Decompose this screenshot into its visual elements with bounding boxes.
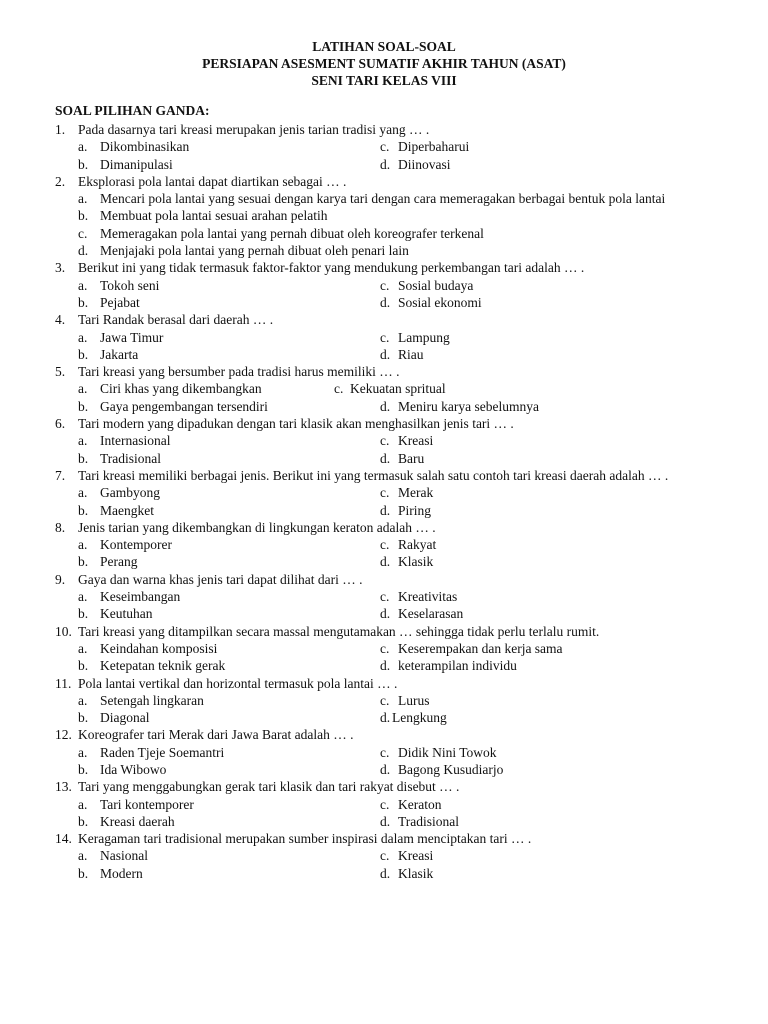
option-row xyxy=(0,744,768,761)
question-stem: Pada dasarnya tari kreasi merupakan jenis tarian tradisi yang … . xyxy=(78,122,430,137)
option-letter: b. xyxy=(78,761,89,777)
option-letter: b. xyxy=(78,450,89,466)
answer-option[interactable] xyxy=(380,432,433,449)
answer-option[interactable] xyxy=(380,277,473,294)
answer-option[interactable] xyxy=(78,761,166,778)
answer-option[interactable] xyxy=(380,138,469,155)
question-number: 1. xyxy=(55,122,66,137)
header-class: SENI TARI KELAS VIII xyxy=(311,73,457,88)
answer-option[interactable] xyxy=(78,156,173,173)
option-text: Klasik xyxy=(398,554,434,570)
option-text: Ida Wibowo xyxy=(100,761,167,777)
option-row xyxy=(0,484,768,501)
option-text: Setengah lingkaran xyxy=(100,692,204,708)
option-row xyxy=(0,692,768,709)
option-text: Lengkung xyxy=(392,710,447,726)
option-row xyxy=(0,398,768,415)
option-letter: c. xyxy=(380,277,390,293)
answer-option[interactable] xyxy=(380,657,517,674)
option-row xyxy=(0,536,768,553)
option-row xyxy=(0,277,768,294)
question-text xyxy=(0,311,713,328)
answer-option[interactable] xyxy=(380,709,447,726)
option-letter: a. xyxy=(78,848,88,864)
option-text: Jakarta xyxy=(100,346,139,362)
option-letter: b. xyxy=(78,710,89,726)
option-letter: d. xyxy=(380,606,391,622)
answer-option[interactable] xyxy=(78,605,152,622)
option-letter: b. xyxy=(78,294,89,310)
option-letter: a. xyxy=(78,692,88,708)
option-letter: a. xyxy=(78,329,88,345)
question-text xyxy=(0,415,713,432)
answer-option[interactable] xyxy=(78,380,262,397)
option-text: Keselarasan xyxy=(398,606,464,622)
question-item xyxy=(0,519,768,571)
option-row xyxy=(0,432,768,449)
answer-option[interactable] xyxy=(380,744,497,761)
option-text: Dimanipulasi xyxy=(100,156,173,172)
option-text: Internasional xyxy=(100,433,171,449)
option-letter: b. xyxy=(78,208,89,224)
option-text: Piring xyxy=(398,502,432,518)
answer-option[interactable] xyxy=(0,190,713,207)
answer-option[interactable] xyxy=(78,796,194,813)
option-letter: d. xyxy=(380,294,391,310)
option-text: Sosial budaya xyxy=(398,277,474,293)
option-row xyxy=(0,813,768,830)
option-letter: c. xyxy=(380,848,390,864)
question-item xyxy=(0,415,768,467)
option-text: Modern xyxy=(100,865,143,881)
option-letter: a. xyxy=(78,640,88,656)
question-number: 10. xyxy=(55,623,72,639)
answer-option[interactable] xyxy=(0,225,713,242)
answer-option[interactable] xyxy=(380,588,457,605)
option-letter: c. xyxy=(380,537,390,553)
option-letter: c. xyxy=(380,485,390,501)
question-stem: Tari kreasi yang bersumber pada tradisi harus memiliki … . xyxy=(78,364,400,380)
option-letter: a. xyxy=(78,589,88,605)
option-row xyxy=(0,657,768,674)
option-text: Nasional xyxy=(100,848,148,864)
answer-option[interactable] xyxy=(78,588,180,605)
option-letter: c. xyxy=(380,796,390,812)
option-text: Jawa Timur xyxy=(100,329,164,345)
option-text: Diinovasi xyxy=(398,156,451,172)
option-text: Ciri khas yang dikembangkan xyxy=(100,381,262,397)
question-number: 4. xyxy=(55,312,66,328)
answer-option[interactable] xyxy=(78,813,175,830)
option-text: Mencari pola lantai yang sesuai dengan karya tari dengan cara memeragakan berbagai bentuk pola lantai xyxy=(100,191,666,207)
question-stem: Pola lantai vertikal dan horizontal termasuk pola lantai … . xyxy=(78,675,398,691)
option-row xyxy=(0,156,768,173)
question-text xyxy=(0,259,713,276)
answer-option[interactable] xyxy=(380,294,482,311)
option-text: Lampung xyxy=(398,329,450,345)
option-letter: d. xyxy=(380,398,391,414)
question-text xyxy=(0,571,713,588)
option-letter: b. xyxy=(78,156,89,172)
option-text: Merak xyxy=(398,485,434,501)
option-letter: c. xyxy=(380,744,390,760)
option-letter: b. xyxy=(78,554,89,570)
answer-option[interactable] xyxy=(78,502,154,519)
answer-option[interactable] xyxy=(78,138,189,155)
option-text: Lurus xyxy=(398,692,430,708)
answer-option[interactable] xyxy=(380,796,441,813)
answer-option[interactable] xyxy=(380,502,431,519)
option-row xyxy=(0,796,768,813)
section-title: SOAL PILIHAN GANDA: xyxy=(55,103,210,118)
question-number: 2. xyxy=(55,173,66,189)
option-letter: a. xyxy=(78,433,88,449)
option-letter: a. xyxy=(78,537,88,553)
option-letter: c. xyxy=(380,329,390,345)
option-text: Kekuatan spritual xyxy=(350,381,446,397)
option-letter: a. xyxy=(78,139,88,155)
option-text: Tokoh seni xyxy=(100,277,160,293)
option-text: Klasik xyxy=(398,865,434,881)
option-text: Kreasi xyxy=(398,433,434,449)
question-item xyxy=(0,571,768,623)
question-item xyxy=(0,778,768,830)
answer-option[interactable] xyxy=(78,692,204,709)
question-number: 9. xyxy=(55,571,66,587)
question-number: 5. xyxy=(55,364,66,380)
option-text: Perang xyxy=(100,554,138,570)
question-item xyxy=(0,623,768,675)
option-row xyxy=(0,553,768,570)
option-row xyxy=(0,588,768,605)
question-item xyxy=(0,675,768,727)
option-row xyxy=(0,329,768,346)
answer-option[interactable] xyxy=(380,553,433,570)
option-letter: b. xyxy=(78,502,89,518)
question-list xyxy=(0,121,768,882)
option-text: Kontemporer xyxy=(100,537,172,553)
question-number: 14. xyxy=(55,831,72,847)
question-stem: Tari Randak berasal dari daerah … . xyxy=(78,312,274,328)
option-letter: d. xyxy=(380,346,391,362)
answer-option[interactable] xyxy=(78,329,163,346)
option-text: Keindahan komposisi xyxy=(100,640,218,656)
option-text: Tradisional xyxy=(100,450,162,466)
question-text xyxy=(0,467,713,484)
answer-option[interactable] xyxy=(380,640,563,657)
question-number: 7. xyxy=(55,467,66,483)
answer-option[interactable] xyxy=(380,761,503,778)
question-stem: Eksplorasi pola lantai dapat diartikan sebagai … . xyxy=(78,173,347,189)
question-text xyxy=(0,830,713,847)
option-letter: d. xyxy=(380,761,391,777)
answer-option[interactable] xyxy=(78,294,140,311)
question-stem: Gaya dan warna khas jenis tari dapat dilihat dari … . xyxy=(78,571,363,587)
question-item xyxy=(0,173,768,259)
answer-option[interactable] xyxy=(78,346,138,363)
answer-option[interactable] xyxy=(380,847,433,864)
option-text: Diagonal xyxy=(100,710,150,726)
answer-option[interactable] xyxy=(380,536,436,553)
answer-option[interactable] xyxy=(78,553,138,570)
option-letter: a. xyxy=(78,796,88,812)
question-text xyxy=(0,121,713,138)
option-row xyxy=(0,640,768,657)
answer-option[interactable] xyxy=(0,207,713,224)
option-text: Tari kontemporer xyxy=(100,796,194,812)
option-letter: a. xyxy=(78,191,88,207)
header-subtitle: PERSIAPAN ASESMENT SUMATIF AKHIR TAHUN (ASAT) xyxy=(202,56,566,71)
question-stem: Jenis tarian yang dikembangkan di lingkungan keraton adalah … . xyxy=(78,519,436,535)
question-text xyxy=(0,778,713,795)
document-header xyxy=(0,38,768,89)
option-letter: d. xyxy=(380,450,391,466)
option-row xyxy=(0,605,768,622)
option-text: Rakyat xyxy=(398,537,437,553)
option-letter: c. xyxy=(380,692,390,708)
question-number: 12. xyxy=(55,727,72,743)
answer-option[interactable] xyxy=(78,536,172,553)
question-item xyxy=(0,726,768,778)
question-number: 13. xyxy=(55,779,72,795)
answer-option[interactable] xyxy=(78,744,224,761)
answer-option[interactable] xyxy=(78,640,217,657)
option-text: Diperbaharui xyxy=(398,139,470,155)
answer-option[interactable] xyxy=(78,277,159,294)
question-stem: Tari kreasi memiliki berbagai jenis. Berikut ini yang termasuk salah satu contoh tari kreasi daerah adalah … . xyxy=(78,467,669,483)
option-text: Bagong Kusudiarjo xyxy=(398,761,504,777)
option-letter: d. xyxy=(380,554,391,570)
question-item xyxy=(0,259,768,311)
option-text: Raden Tjeje Soemantri xyxy=(100,744,225,760)
question-text xyxy=(0,363,713,380)
option-row xyxy=(0,294,768,311)
answer-option[interactable] xyxy=(78,484,160,501)
answer-option[interactable] xyxy=(78,657,225,674)
option-letter: d. xyxy=(380,813,391,829)
option-letter: d. xyxy=(380,502,391,518)
question-number: 11. xyxy=(55,675,72,691)
option-letter: b. xyxy=(78,813,89,829)
option-text: Kreativitas xyxy=(398,589,458,605)
option-text: Keutuhan xyxy=(100,606,153,622)
answer-option[interactable] xyxy=(380,484,433,501)
option-text: Gaya pengembangan tersendiri xyxy=(100,398,268,414)
question-stem: Tari yang menggabungkan gerak tari klasik dan tari rakyat disebut … . xyxy=(78,779,460,795)
question-text xyxy=(0,623,713,640)
option-text: Ketepatan teknik gerak xyxy=(100,658,226,674)
option-letter: b. xyxy=(78,606,89,622)
answer-option[interactable] xyxy=(78,709,150,726)
question-stem: Tari kreasi yang ditampilkan secara massal mengutamakan … sehingga tidak perlu terlalu rumit. xyxy=(78,623,600,639)
answer-option[interactable] xyxy=(380,346,424,363)
question-text xyxy=(0,173,713,190)
option-letter: b. xyxy=(78,398,89,414)
option-text: keterampilan individu xyxy=(398,658,517,674)
question-stem: Keragaman tari tradisional merupakan sumber inspirasi dalam menciptakan tari … . xyxy=(78,831,532,847)
answer-option[interactable] xyxy=(0,242,713,259)
answer-option[interactable] xyxy=(78,398,268,415)
option-letter: d. xyxy=(78,243,89,259)
option-text: Membuat pola lantai sesuai arahan pelatih xyxy=(100,208,328,224)
option-row xyxy=(0,847,768,864)
option-text: Sosial ekonomi xyxy=(398,294,482,310)
option-text: Keseimbangan xyxy=(100,589,181,605)
option-row xyxy=(0,865,768,882)
option-text: Meniru karya sebelumnya xyxy=(398,398,539,414)
question-item xyxy=(0,311,768,363)
answer-option[interactable] xyxy=(380,865,433,882)
question-item xyxy=(0,467,768,519)
option-row xyxy=(0,502,768,519)
answer-option[interactable] xyxy=(78,847,148,864)
option-letter: c. xyxy=(380,139,390,155)
option-letter: a. xyxy=(78,277,88,293)
option-letter: c. xyxy=(380,433,390,449)
option-letter: a. xyxy=(78,485,88,501)
question-text xyxy=(0,519,713,536)
question-item xyxy=(0,830,768,882)
option-letter: d. xyxy=(380,156,391,172)
answer-option[interactable] xyxy=(380,692,430,709)
option-letter: d. xyxy=(380,710,391,726)
question-stem: Tari modern yang dipadukan dengan tari klasik akan menghasilkan jenis tari … . xyxy=(78,416,514,432)
question-number: 3. xyxy=(55,260,66,276)
option-text: Tradisional xyxy=(398,813,460,829)
header-title: LATIHAN SOAL-SOAL xyxy=(312,39,456,54)
option-letter: c. xyxy=(380,589,390,605)
option-letter: c. xyxy=(334,381,344,397)
option-letter: a. xyxy=(78,744,88,760)
option-text: Maengket xyxy=(100,502,154,518)
option-letter: d. xyxy=(380,658,391,674)
answer-option[interactable] xyxy=(380,329,450,346)
option-text: Baru xyxy=(398,450,425,466)
option-text: Kreasi xyxy=(398,848,434,864)
answer-option[interactable] xyxy=(78,432,170,449)
answer-option[interactable] xyxy=(380,398,539,415)
option-row xyxy=(0,346,768,363)
option-text: Keraton xyxy=(398,796,442,812)
option-text: Dikombinasikan xyxy=(100,139,190,155)
option-row xyxy=(0,450,768,467)
answer-option[interactable] xyxy=(380,156,451,173)
option-letter: b. xyxy=(78,346,89,362)
option-letter: c. xyxy=(78,225,88,241)
option-text: Keserempakan dan kerja sama xyxy=(398,640,563,656)
option-letter: b. xyxy=(78,658,89,674)
question-stem: Koreografer tari Merak dari Jawa Barat adalah … . xyxy=(78,727,354,743)
option-text: Didik Nini Towok xyxy=(398,744,497,760)
answer-option[interactable] xyxy=(78,450,161,467)
option-row xyxy=(0,709,768,726)
option-letter: d. xyxy=(380,865,391,881)
option-text: Memeragakan pola lantai yang pernah dibuat oleh koreografer terkenal xyxy=(100,225,484,241)
answer-option[interactable] xyxy=(78,865,143,882)
answer-option[interactable] xyxy=(380,450,424,467)
answer-option[interactable] xyxy=(380,605,463,622)
question-item xyxy=(0,363,768,415)
option-row xyxy=(0,138,768,155)
answer-option[interactable] xyxy=(334,380,446,397)
option-row xyxy=(0,761,768,778)
option-letter: b. xyxy=(78,865,89,881)
question-number: 6. xyxy=(55,416,66,432)
question-text xyxy=(0,726,713,743)
option-letter: a. xyxy=(78,381,88,397)
question-item xyxy=(0,121,768,173)
option-text: Pejabat xyxy=(100,294,140,310)
answer-option[interactable] xyxy=(380,813,459,830)
option-text: Kreasi daerah xyxy=(100,813,175,829)
question-number: 8. xyxy=(55,519,66,535)
option-text: Riau xyxy=(398,346,424,362)
option-text: Menjajaki pola lantai yang pernah dibuat oleh penari lain xyxy=(100,243,409,259)
option-row xyxy=(0,380,768,397)
option-letter: c. xyxy=(380,640,390,656)
option-text: Gambyong xyxy=(100,485,160,501)
question-stem: Berikut ini yang tidak termasuk faktor-faktor yang mendukung perkembangan tari adalah … . xyxy=(78,260,585,276)
question-text xyxy=(0,675,713,692)
